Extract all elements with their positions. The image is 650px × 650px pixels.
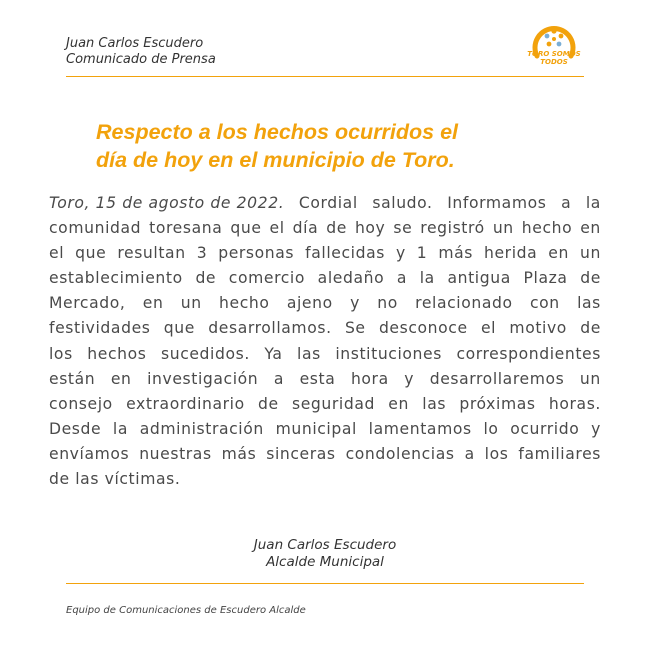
release-date: Toro, 15 de agosto de 2022.: [49, 194, 285, 212]
body-line: [49, 241, 601, 266]
header-doc-type: Comunicado de Prensa: [66, 52, 216, 67]
body-word: saludo.: [372, 194, 433, 212]
body-word: los: [49, 344, 73, 363]
body-word: Plaza: [523, 269, 568, 288]
body-word: que: [163, 319, 195, 338]
body-word: registró: [420, 219, 485, 238]
body-word: desarrollaremos: [429, 369, 565, 388]
body-word: administración: [139, 419, 264, 438]
body-word: en: [142, 294, 164, 313]
body-word: herida: [484, 244, 538, 263]
body-word: nuestras: [139, 444, 212, 463]
body-word: las: [297, 344, 321, 363]
body-word: desarrollamos.: [208, 319, 332, 338]
body-word: día: [292, 219, 319, 238]
body-word: Informamos: [447, 194, 547, 212]
logo-wordmark: [523, 50, 585, 66]
body-word: más: [221, 444, 257, 463]
body-line: [49, 191, 601, 216]
body-word: los: [484, 444, 509, 463]
body-word: familiares: [518, 444, 601, 463]
body-word: a: [273, 369, 285, 388]
body-word: lamentamos: [368, 419, 472, 438]
body-word: instituciones: [335, 344, 442, 363]
logo-line1: TORO SOMOS: [527, 50, 581, 58]
body-word: las: [577, 294, 601, 313]
body-word: investigación: [147, 369, 259, 388]
body-word: se: [393, 219, 413, 238]
body-word: comercio: [228, 269, 306, 288]
footer-credit: Equipo de Comunicaciones de Escudero Alcalde: [66, 605, 306, 616]
body-word: condolencias: [345, 444, 455, 463]
body-word: comunidad: [49, 219, 142, 238]
body-word: horas.: [548, 394, 601, 413]
body-word: un: [180, 294, 202, 313]
body-word: la: [112, 419, 129, 438]
body-word: en: [110, 369, 132, 388]
body-line: [49, 291, 601, 316]
body-word: a: [396, 269, 408, 288]
body-word: personas: [218, 244, 295, 263]
body-word: establecimiento: [49, 269, 183, 288]
body-word: aledaño: [317, 269, 385, 288]
body-line-text: de las víctimas.: [49, 470, 181, 489]
body-line: [49, 367, 601, 392]
body-word: relacionado: [415, 294, 513, 313]
signature-role: Alcalde Municipal: [266, 553, 384, 570]
body-word: seguridad: [292, 394, 376, 413]
logo-line2: TODOS: [540, 58, 568, 66]
body-word: festividades: [49, 319, 151, 338]
body-line: [49, 417, 601, 442]
body-word: Cordial: [298, 194, 358, 212]
body-word: fallecidas: [305, 244, 385, 263]
body-word: y: [350, 294, 360, 313]
body-word: Desde: [49, 419, 102, 438]
body-word: y: [395, 244, 406, 263]
body-word: esta: [299, 369, 336, 388]
body-word: no: [377, 294, 398, 313]
body-word: la: [419, 269, 435, 288]
body-word: un: [579, 369, 601, 388]
body-line: [49, 392, 601, 417]
body-word: con: [529, 294, 560, 313]
body-word: hecho: [521, 219, 573, 238]
body-word: toresana: [149, 219, 223, 238]
signature-block: [0, 537, 650, 570]
body-word: hechos: [87, 344, 147, 363]
document-header: [66, 36, 216, 68]
body-word: la: [585, 194, 601, 212]
body-word: extraordinario: [126, 394, 245, 413]
body-word: Mercado,: [49, 294, 126, 313]
body-word: que: [75, 244, 107, 263]
body-word: de: [326, 219, 347, 238]
body-line: [49, 216, 601, 241]
body-word: y: [591, 419, 601, 438]
body-word: en: [580, 219, 601, 238]
body-word: lo: [483, 419, 499, 438]
body-word: motivo: [509, 319, 567, 338]
body-word: consejo: [49, 394, 113, 413]
body-word: más: [438, 244, 473, 263]
body-line: [49, 266, 601, 291]
body-word: municipal: [275, 419, 357, 438]
body-word: de: [580, 319, 601, 338]
body-word: sinceras: [266, 444, 336, 463]
body-word: resultan: [117, 244, 186, 263]
body-word: sucedidos.: [160, 344, 250, 363]
body-word: 1: [416, 244, 428, 263]
body-line: [49, 342, 601, 367]
body-word: 3: [196, 244, 208, 263]
header-author: Juan Carlos Escudero: [66, 36, 204, 51]
body-word: próximas: [459, 394, 536, 413]
body-word: un: [579, 244, 601, 263]
body-word: Ya: [264, 344, 283, 363]
signature-name: Juan Carlos Escudero: [253, 537, 397, 553]
title-line2: día de hoy en el municipio de Toro.: [96, 148, 455, 172]
body-word: Se: [344, 319, 366, 338]
body-word: antigua: [447, 269, 511, 288]
body-word: un: [492, 219, 514, 238]
body-word: ocurrido: [510, 419, 580, 438]
body-word: el: [480, 319, 497, 338]
page-title: [96, 118, 566, 174]
body-word: hoy: [354, 219, 386, 238]
body-word: de: [258, 394, 279, 413]
body-word: hecho: [219, 294, 270, 313]
body-line: [49, 316, 601, 341]
title-line1: Respecto a los hechos ocurridos el: [96, 120, 459, 144]
body-word: a: [561, 194, 572, 212]
body-word: correspondientes: [456, 344, 601, 363]
body-word: a: [464, 444, 475, 463]
body-word: ajeno: [286, 294, 333, 313]
press-release-body: [49, 191, 601, 492]
body-word: envíamos: [49, 444, 130, 463]
body-word: y: [404, 369, 415, 388]
header-divider: [66, 76, 584, 77]
body-word: están: [49, 369, 96, 388]
body-line: [49, 467, 601, 492]
body-word: que: [230, 219, 262, 238]
footer-divider: [66, 583, 584, 584]
body-word: hora: [350, 369, 389, 388]
body-word: en: [388, 394, 409, 413]
body-word: desconoce: [378, 319, 468, 338]
body-word: de: [195, 269, 217, 288]
body-word: de: [580, 269, 601, 288]
body-line: [49, 442, 601, 467]
body-word: el: [49, 244, 65, 263]
body-word: en: [548, 244, 569, 263]
body-word: el: [269, 219, 285, 238]
body-word: las: [422, 394, 447, 413]
